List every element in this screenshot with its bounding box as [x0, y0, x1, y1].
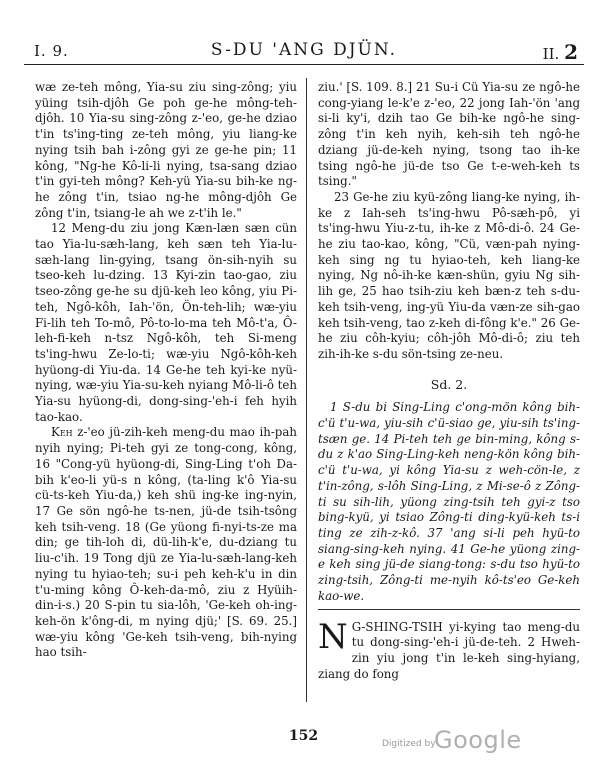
header-section-prefix: II.	[542, 45, 560, 63]
section-opening-paragraph	[318, 616, 580, 683]
opening-body: yi-kying tao meng-du tu dong-sing-'eh-i jü-de-teh. 2 Hweh-zin yiu jong t'in le-keh sing-hyiang, ziang do fong	[318, 619, 580, 681]
header-book-title: S-DU 'ANG DJÜN.	[210, 40, 398, 60]
opening-caps: G-SHING-TSIH	[351, 619, 443, 634]
header-section-ref	[543, 40, 578, 64]
left-paragraph-3	[35, 425, 297, 661]
left-paragraph-3-lead: Keh	[51, 425, 73, 440]
left-paragraph-3-body: z-'eo jü-zih-keh meng-du mao ih-pah nyih nying; Pi-teh gyi ze tong-cong, kông, 16 "Cong-yü hyüong-di, Sing-Ling t'oh Da-bih k'eo-li yü-s n kông, (ta-ling k'ô Yia-su cü-ts-keh Yiu-da,) keh shü ing-ke ing-nyin, 17 Ge sön ngô-he ts-nen, jü-de tsih-tsông keh tsih-veng. 18 (Ge yüong fi-nyi-ts-ze ma din; ge tih-loh di, dü-lih-k'e, du-dziang tu liu-c'ih. 19 Tong djü ze Yia-lu-sæh-lang-keh nying tu hyiao-teh; su-i peh keh-k'u in din t'u-ming kông Ô-keh-da-mô, ziu z Hyüih-din-i-s.) 20 S-pin tu sia-lôh, 'Ge-keh oh-ing-keh-ön k'ông-di, m nying djü;' [S. 69. 25.] wæ-yiu kông 'Ge-keh tsih-veng, bih-nying hao tsih-	[35, 425, 297, 660]
right-paragraph-1: ziu.' [S. 109. 8.] 21 Su-i Cü Yia-su ze ngô-he cong-yiang le-k'e z-'eo, 22 jong Iah-'ön 'ang si-li ky'i, dzih tao Ge bih-ke ngô-he sing-zông t'in keh nyih, keh-sih teh ngô-he dziang jü-de-keh nying, tsong tao ih-ke tsing ngô-he jü-de tso Ge t-e-weh-keh ts tsing."	[318, 80, 580, 189]
watermark-logo-text: Google	[434, 726, 522, 754]
drop-cap: N	[318, 616, 348, 657]
left-column	[35, 80, 297, 661]
header-chapter-ref: I. 9.	[34, 42, 69, 60]
page-number: 152	[288, 728, 319, 744]
page-header	[24, 36, 584, 65]
left-paragraph-1: wæ ze-teh mông, Yia-su ziu sing-zông; yiu yüing tsih-djôh Ge poh ge-he mông-teh-djôh. 10 Yia-su sing-zông z-'eo, ge-he dziao t'in ts'ing-ting ze-teh mông, yiu liang-ke nying tsih bah i-zông gyi ze ge-he pin; 11 kông, "Ng-he Kô-li-li nying, tsa-sang dziao t'in gyi-teh mông? Keh-yü Yia-su bih-ke ng-he zông t'in, tsiao ng-he mông-djôh Ge zông t'in, tsiang-le ah we z-t'ih le."	[35, 80, 297, 220]
left-paragraph-2: 12 Meng-du ziu jong Kæn-læn sæn cün tao Yia-lu-sæh-lang, keh sæn teh Yia-lu-sæh-lang lin-gying, tsang ön-sih-nyih su tseo-keh lu-dzing. 13 Kyi-zin tao-gao, ziu tseo-zông ge-he su djü-keh leo kông, yiu Pi-teh, Ngô-kôh, Iah-'ön, Ön-teh-lih; wæ-yiu Fi-lih teh To-mô, Pô-to-lo-ma teh Mô-t'a, Ô-leh-fi-keh n-tsz Ngô-kôh, teh Si-meng ts'ing-hwu Ze-lo-ti; wæ-yiu Ngô-kôh-keh hyüong-di Yiu-da. 14 Ge-he teh kyi-ke nyü-nying, wæ-yiu Yia-su-keh nyiang Mô-li-ô teh Yia-su hyüong-di, dong-sing-'eh-i feh hyih tao-kao.	[35, 221, 297, 424]
section-heading: Sd. 2.	[430, 376, 468, 392]
watermark-small-text: Digitized by	[382, 739, 436, 749]
digitized-watermark	[382, 726, 582, 756]
right-column	[318, 80, 580, 682]
right-paragraph-2: 23 Ge-he ziu kyü-zông liang-ke nying, ih-ke z Iah-seh ts'ing-hwu Pô-sæh-pô, yi ts'ing-hwu Yiu-z-tu, ih-ke z Mô-di-ô. 24 Ge-he ziu tao-kao, kông, "Cü, væn-pah nying-keh sing ng tu hyiao-teh, keh liang-ke nying, Ng nô-ih-ke kæn-shün, gyiu Ng sih-lih ge, 25 hao tsih-ziu keh bæn-z teh s-du-keh tsih-veng, ing-yü Yiu-da væn-ze sih-gao keh tsih-veng, tao z-keh di-fông k'e." 26 Ge-he ziu côh-kyiu; côh-jôh Mô-di-ô; ziu teh zih-ih-ke s-du sön-tsing ze-neu.	[318, 189, 580, 361]
header-section-number: 2	[564, 40, 578, 64]
column-divider	[306, 78, 307, 702]
section-summary: 1 S-du bi Sing-Ling c'ong-mön kông bih-c'ü t'u-wa, yiu-sih c'ü-siao ge, yiu-sih ts'ing-tsæn ge. 14 Pi-teh teh ge bin-ming, kông s-du z k'ao Sing-Ling-keh neng-kön kông bih-c'ü t'u-wa, yi kông Yia-su z weh-cön-le, z t'in-zông, s-lôh Sing-Ling, z Mi-se-ô z Zông-ti su sih-lih, yüong zing-tsih teh gyi-z tso bing-kyü, yi tsiao Zông-ti ding-kyü-keh ts-i ting ze zih-z-kô. 37 'ang si-li peh hyü-to siang-sing-keh nying. 41 Ge-he yüong zing-e keh sing jü-de siang-tong: s-du tso hyü-to zing-tsih, Zông-ti me-nyih kô-ts'eo Ge-keh kao-we.	[318, 400, 580, 609]
